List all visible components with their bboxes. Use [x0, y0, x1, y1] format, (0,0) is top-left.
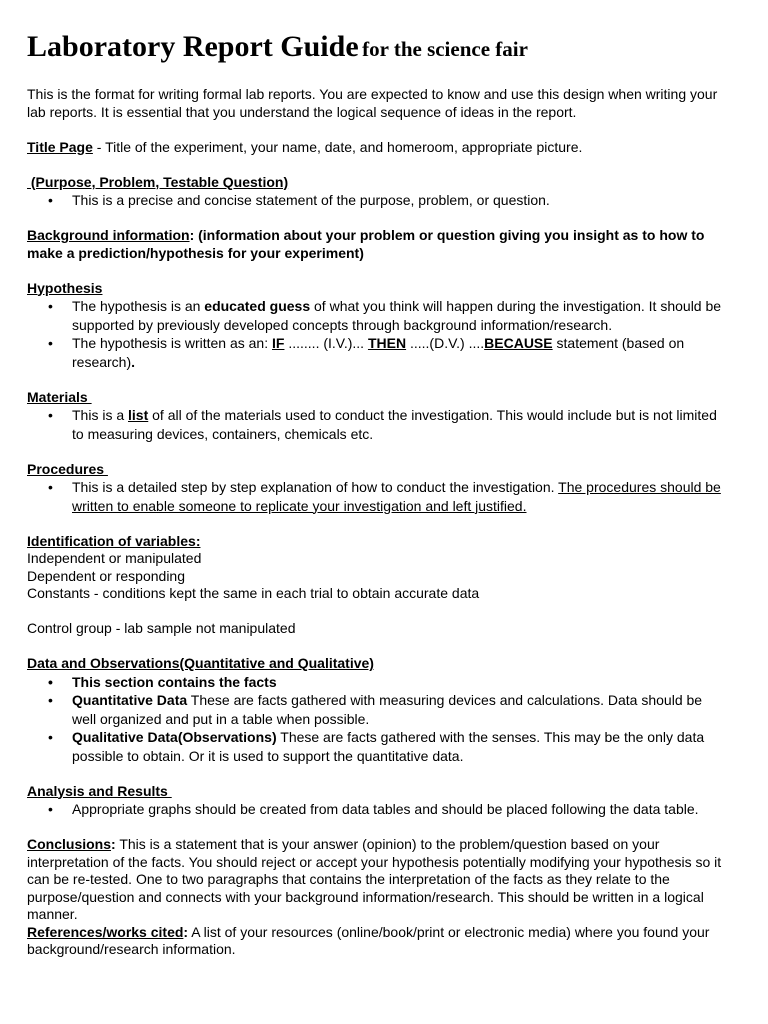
background-heading: Background information [27, 227, 190, 243]
purpose-bullet: • This is a precise and concise statement of the purpose, problem, or question. [27, 191, 728, 210]
dependent-variable: Dependent or responding [27, 567, 186, 584]
analysis-list [27, 800, 728, 819]
because-keyword: BECAUSE [484, 335, 553, 351]
control-group-line: Control group - lab sample not manipulated [27, 620, 296, 636]
hypothesis-b2-period: . [131, 353, 136, 370]
materials-bullet [27, 406, 728, 443]
data-list [27, 673, 728, 766]
title-page-section [27, 139, 728, 157]
data-bullet-2 [27, 691, 728, 728]
hypothesis-b2-post: statement (based on research) [72, 335, 685, 370]
data-heading: Data and Observations(Quantitative and Qualitative) [27, 655, 374, 671]
references-text: A list of your resources (online/book/print or electronic media) where you found your background/research information. [27, 923, 710, 957]
procedures-text: This is a detailed step by step explanation of how to conduct the investigation. [72, 479, 559, 495]
hypothesis-b1-post: of what you think will happen during the investigation. It should be supported by previously developed concepts through background information/research. [72, 298, 722, 333]
list-word: list [128, 407, 149, 423]
purpose-heading: (Purpose, Problem, Testable Question) [27, 173, 289, 190]
analysis-bullet: • Appropriate graphs should be created from data tables and should be placed following the data table. [27, 800, 728, 819]
hypothesis-bullet-1 [27, 297, 728, 334]
constants-line: Constants - conditions kept the same in each trial to obtain accurate data [27, 585, 480, 601]
data-bullet-3 [27, 728, 728, 765]
hypothesis-heading: Hypothesis [27, 279, 103, 296]
hypothesis-b1-pre: The hypothesis is an [72, 298, 205, 314]
educated-guess-text: educated guess [204, 298, 311, 314]
procedures-list [27, 478, 728, 515]
hypothesis-bullet-2 [27, 334, 728, 371]
analysis-heading: Analysis and Results [27, 782, 172, 799]
title-page-text: - Title of the experiment, your name, date, and homeroom, appropriate picture. [92, 138, 583, 155]
title-sub: for the science fair [362, 37, 528, 61]
references-paragraph [27, 924, 728, 959]
materials-list [27, 406, 728, 443]
variables-heading: Identification of variables: [27, 532, 201, 549]
background-text: : (information about your problem or question giving you insight as to how to make a prediction/hypothesis for your experiment) [27, 227, 705, 261]
hypothesis-b2-pre: The hypothesis is written as an: [72, 335, 272, 351]
conclusions-text: This is a statement that is your answer (opinion) to the problem/question based on your interpretation of the facts. You should reject or accept your hypothesis potentially modifying your hypothesis so it can be re-tested. One to two paragraphs that contains the interpretation of the facts as they relate to the purpose/question and connects with your background information/research. This should be written in a logical manner. [27, 836, 722, 922]
qualitative-text: These are facts gathered with the senses. This may be the only data possible to obtain. Or it is used to support the quantitative data. [72, 729, 705, 764]
references-colon: : [183, 923, 189, 940]
then-keyword: THEN [367, 335, 407, 351]
conclusions-heading: Conclusions [27, 836, 112, 852]
independent-variable: Independent or manipulated [27, 550, 202, 566]
procedures-bullet [27, 478, 728, 515]
page-title [27, 28, 728, 72]
title-page-heading: Title Page [27, 138, 93, 155]
conclusions-paragraph [27, 836, 728, 924]
conclusions-colon: : [111, 836, 116, 852]
hypothesis-b2-mid1: ........ (I.V.)... [284, 335, 368, 351]
data-bullet-1: • This section contains the facts [27, 673, 728, 692]
background-section [27, 227, 728, 262]
hypothesis-list [27, 297, 728, 371]
procedures-underlined: The procedures should be written to enable someone to replicate your investigation and left justified. [72, 479, 721, 514]
procedures-heading: Procedures [27, 460, 108, 477]
if-keyword: IF [272, 335, 285, 351]
title-main: Laboratory Report Guide [27, 30, 359, 63]
materials-pre: This is a [72, 407, 129, 423]
materials-heading: Materials [27, 388, 92, 405]
quantitative-label: Quantitative Data [72, 692, 188, 708]
references-heading: References/works cited [27, 923, 184, 940]
quantitative-text: These are facts gathered with measuring devices and calculations. Data should be well organized and put in a table when possible. [72, 692, 703, 727]
intro-paragraph: This is the format for writing formal lab reports. You are expected to know and use this design when writing your lab reports. It is essential that you understand the logical sequence of ideas in the report. [27, 86, 718, 120]
qualitative-label: Qualitative Data(Observations) [72, 729, 277, 745]
hypothesis-b2-mid2: .....(D.V.) .... [406, 335, 485, 351]
materials-post: of all of the materials used to conduct the investigation. This would include but is not limited to measuring devices, containers, chemicals etc. [72, 407, 717, 442]
purpose-list [27, 191, 728, 210]
